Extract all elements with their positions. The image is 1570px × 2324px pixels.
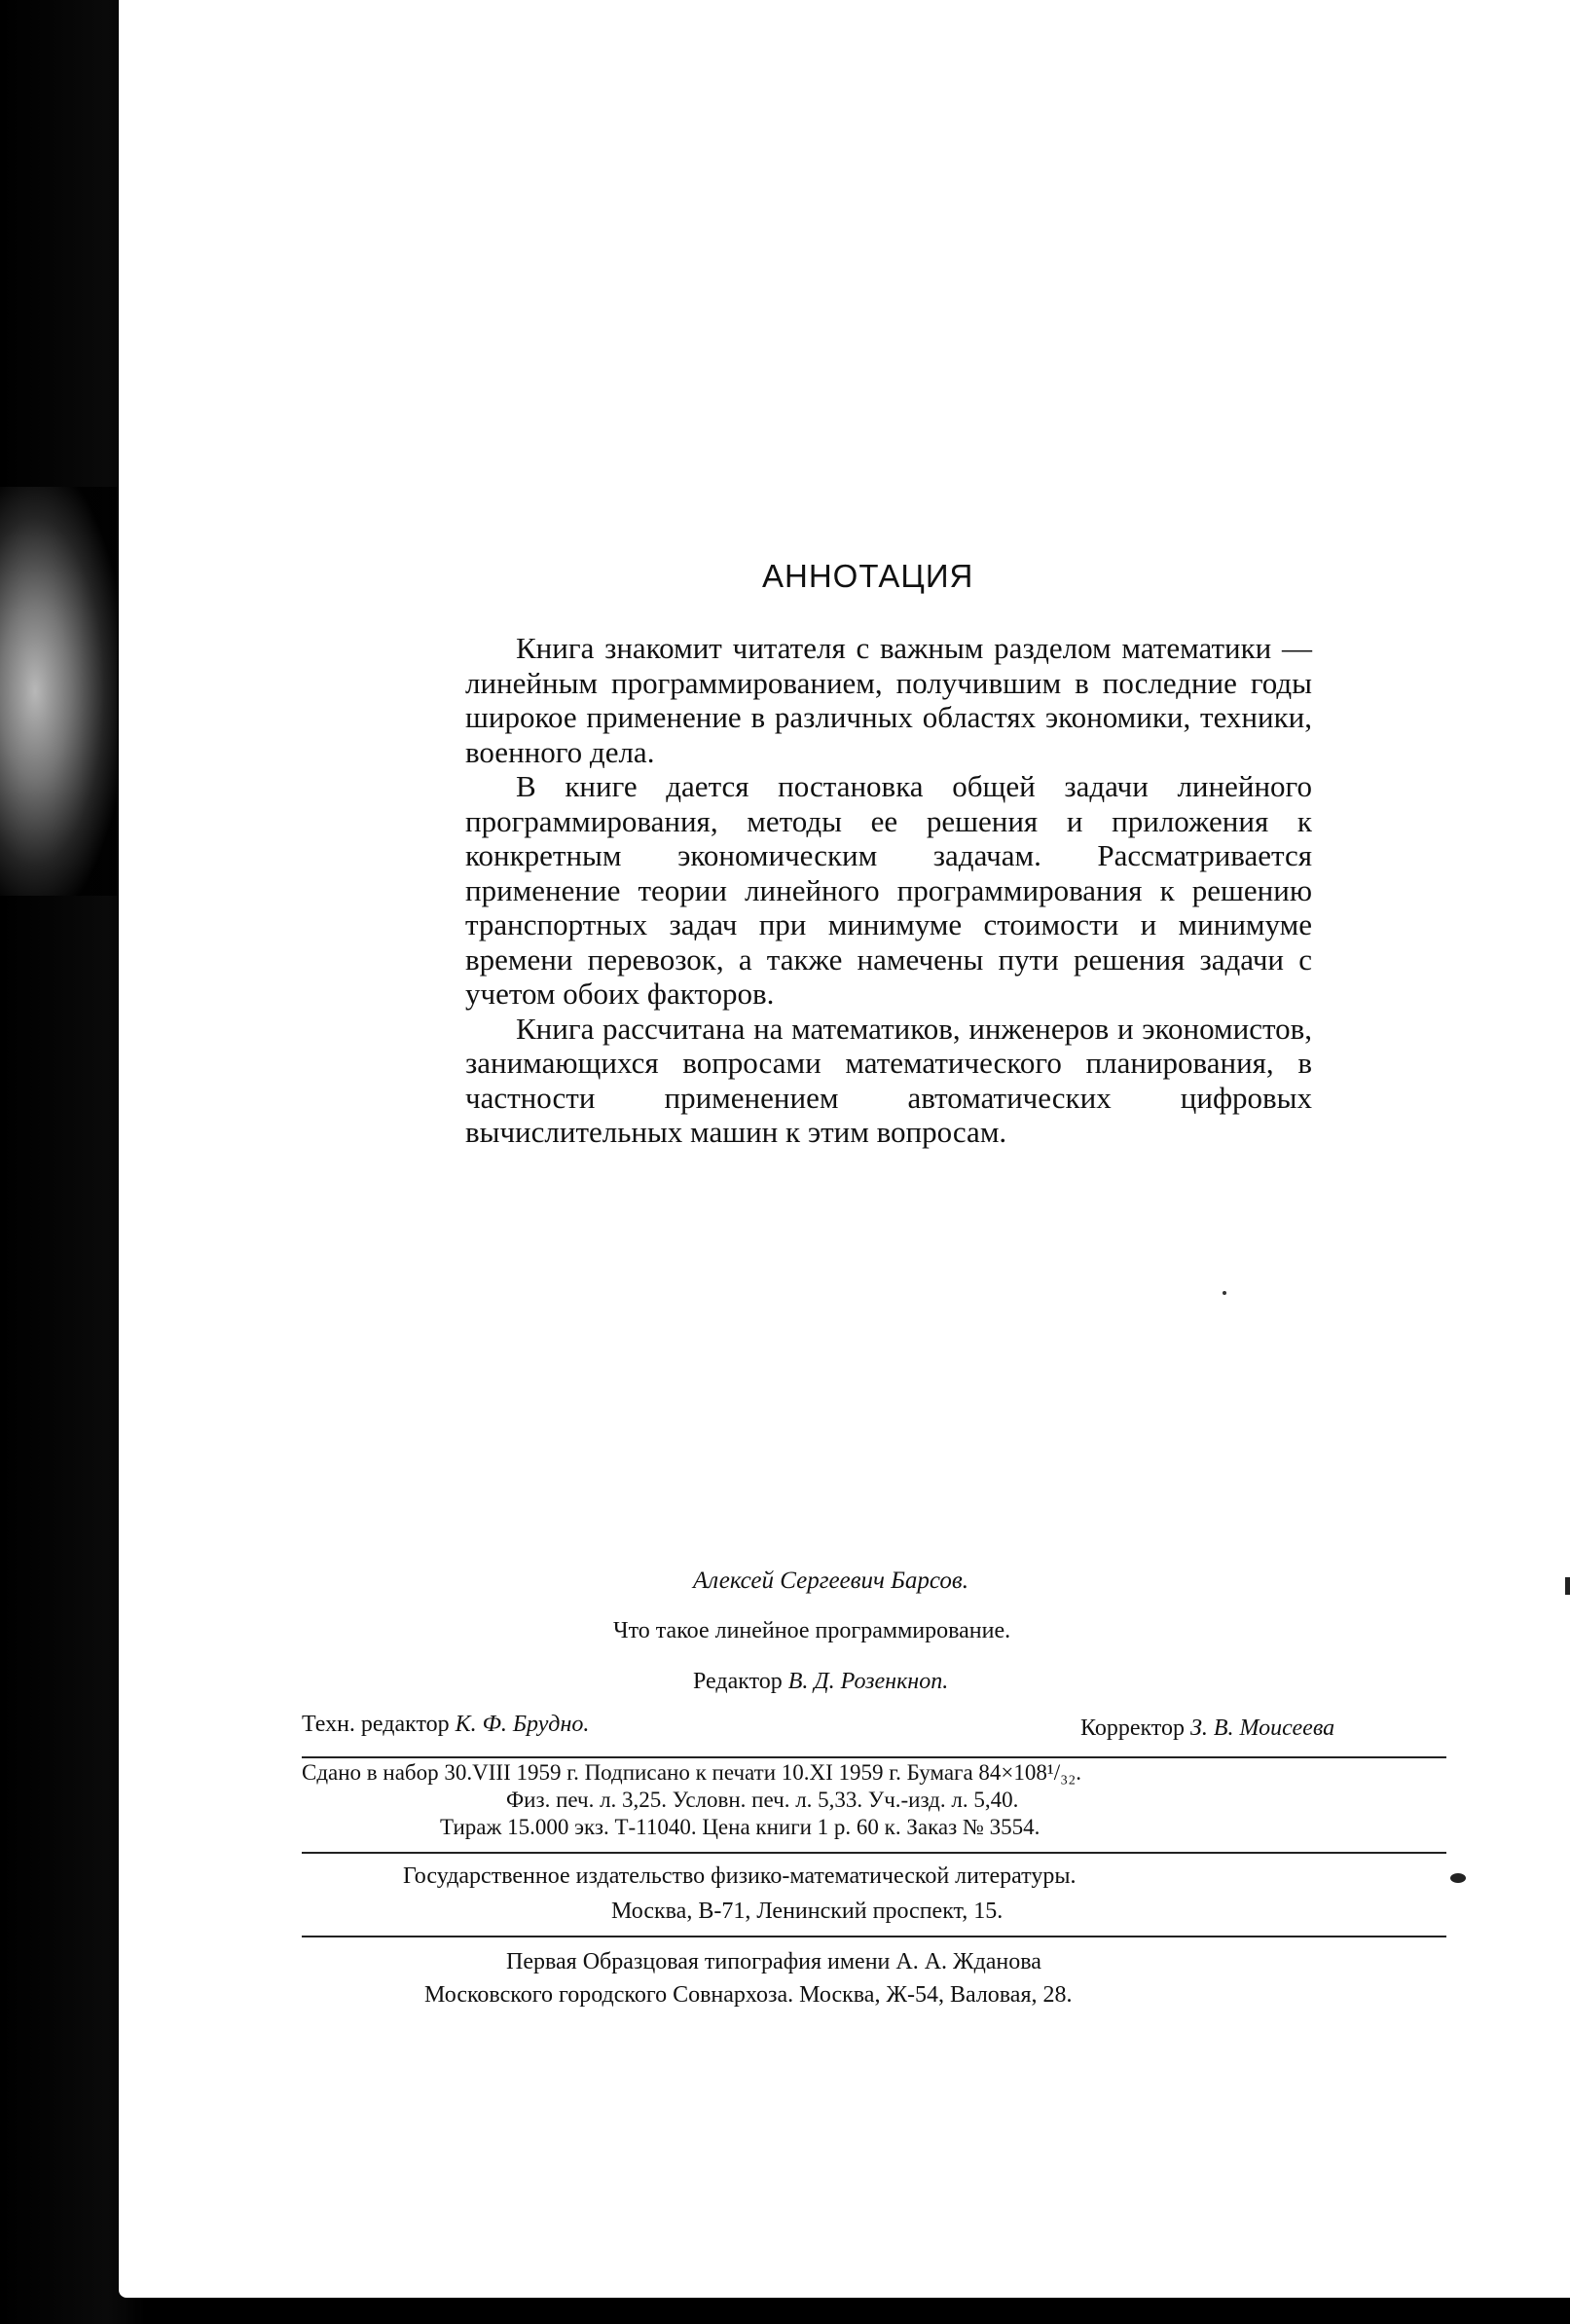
tech-editor-label: Техн. редактор xyxy=(302,1712,450,1737)
tech-editor-name: К. Ф. Брудно. xyxy=(455,1712,590,1737)
editor-label: Редактор xyxy=(693,1669,783,1694)
annotation-paragraph: Книга знакомит читателя с важным разделом математики — линейным программированием, получившим в последние годы широкое применение в различных областях экономики, техники, военного дела. xyxy=(465,631,1312,769)
corrector-label: Корректор xyxy=(1080,1715,1185,1741)
corrector-name: З. В. Моисеева xyxy=(1189,1715,1335,1741)
scan-edge-artifact xyxy=(0,487,117,896)
annotation-title: АННОТАЦИЯ xyxy=(762,558,974,594)
annotation-body xyxy=(465,631,1312,1150)
speck xyxy=(1223,1291,1226,1295)
corrector-credit xyxy=(1080,1715,1334,1742)
publisher-line-1: Государственное издательство физико-математической литературы. xyxy=(403,1863,1077,1889)
annotation-paragraph: Книга рассчитана на математиков, инженеров и экономистов, занимающихся вопросами математического планирования, в частности применением автоматических цифровых вычислительных машин к этим вопросам. xyxy=(465,1011,1312,1149)
book-title: Что такое линейное программирование. xyxy=(613,1618,1011,1643)
divider-rule xyxy=(302,1756,1446,1758)
edge-mark xyxy=(1565,1577,1570,1595)
divider-rule xyxy=(302,1936,1446,1937)
print-line-2: Физ. печ. л. 3,25. Условн. печ. л. 5,33. Уч.-изд. л. 5,40. xyxy=(506,1788,1019,1812)
print-line-3: Тираж 15.000 экз. Т-11040. Цена книги 1 р. 60 к. Заказ № 3554. xyxy=(440,1815,1041,1839)
divider-rule xyxy=(302,1852,1446,1854)
editor-name: В. Д. Розенкноп. xyxy=(787,1669,949,1694)
printer-line-1: Первая Образцовая типография имени А. А. Жданова xyxy=(506,1949,1041,1974)
ink-mark xyxy=(1450,1873,1466,1883)
author-name: Алексей Сергеевич Барсов. xyxy=(693,1568,968,1594)
printer-line-2: Московского городского Совнархоза. Москва, Ж-54, Валовая, 28. xyxy=(424,1982,1073,2008)
print-line-1: Сдано в набор 30.VIII 1959 г. Подписано к печати 10.XI 1959 г. Бумага 84×108¹/₃₂. xyxy=(302,1760,1081,1785)
tech-editor-credit xyxy=(302,1712,589,1738)
editor-credit xyxy=(693,1669,948,1695)
annotation-paragraph: В книге дается постановка общей задачи линейного программирования, методы ее решения и приложения к конкретным экономическим задачам. Рассматривается применение теории линейного программирования к решению транспортных задач при минимуме стоимости и минимуме времени перевозок, а также намечены пути решения задачи с учетом обоих факторов. xyxy=(465,769,1312,1011)
publisher-line-2: Москва, В-71, Ленинский проспект, 15. xyxy=(611,1899,1004,1924)
